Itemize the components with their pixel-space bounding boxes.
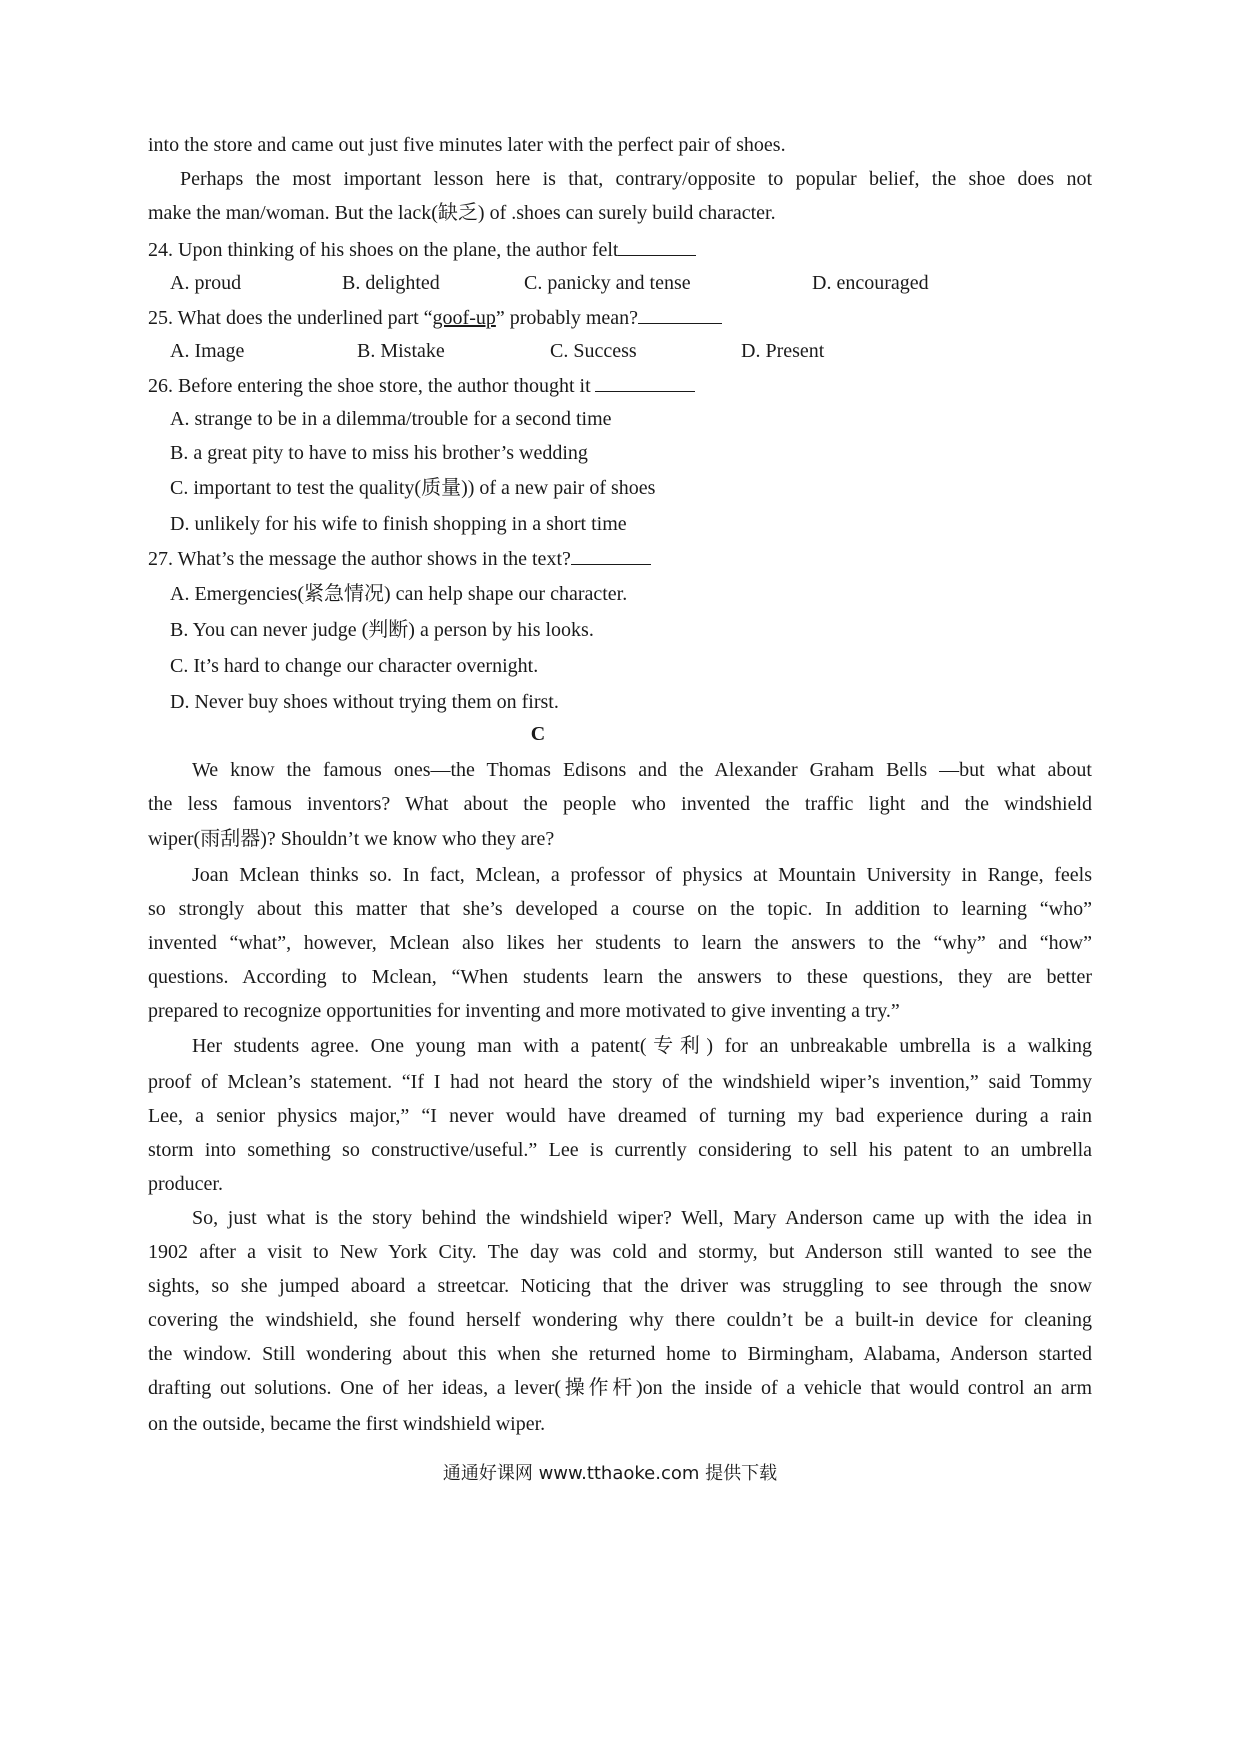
answer-blank <box>638 303 722 324</box>
passage-line: wiper(雨刮器)? Shouldn’t we know who they are? <box>148 828 555 850</box>
passage-line: proof of Mclean’s statement. “If I had not heard the story of the windshield wiper’s invention,” said Tommy <box>148 1071 1092 1093</box>
question-27-stem <box>148 544 1092 573</box>
option-b: B. Mistake <box>357 340 445 362</box>
option-a: A. strange to be in a dilemma/trouble for a second time <box>170 408 612 430</box>
option-a: A. Emergencies(紧急情况) can help shape our character. <box>170 583 628 605</box>
option-b: B. delighted <box>342 272 440 294</box>
underlined-term: goof-up <box>432 307 496 329</box>
passage-line: the less famous inventors? What about the people who invented the traffic light and the windshield <box>148 793 1092 815</box>
option-b: B. You can never judge (判断) a person by his looks. <box>170 619 594 641</box>
passage-line: We know the famous ones—the Thomas Edisons and the Alexander Graham Bells —but what about <box>192 759 1092 781</box>
passage-line: invented “what”, however, Mclean also likes her students to learn the answers to the “why” and “how” <box>148 932 1092 954</box>
passage-line: sights, so she jumped aboard a streetcar. Noticing that the driver was struggling to see through the snow <box>148 1275 1092 1297</box>
question-text: 25. What does the underlined part “ <box>148 307 433 329</box>
page-footer: 通通好课网 www.tthaoke.com 提供下载 <box>442 1463 778 1484</box>
passage-line: prepared to recognize opportunities for inventing and more motivated to give inventing a try.” <box>148 1000 900 1022</box>
answer-blank <box>618 235 696 256</box>
answer-blank <box>595 371 695 392</box>
section-heading: C <box>530 723 546 745</box>
passage-line: drafting out solutions. One of her ideas, a lever(操作杆)on the inside of a vehicle that would control an arm <box>148 1377 1092 1399</box>
option-c: C. panicky and tense <box>524 272 691 294</box>
question-24-stem <box>148 235 1092 264</box>
passage-line: make the man/woman. But the lack(缺乏) of .shoes can surely build character. <box>148 202 776 224</box>
option-d: D. encouraged <box>812 272 929 294</box>
question-text: 26. Before entering the shoe store, the author thought it <box>148 375 591 397</box>
option-d: D. Present <box>741 340 825 362</box>
option-a: A. proud <box>170 272 242 294</box>
passage-line: 1902 after a visit to New York City. The day was cold and stormy, but Anderson still wanted to see the <box>148 1241 1092 1263</box>
passage-line: So, just what is the story behind the windshield wiper? Well, Mary Anderson came up with the idea in <box>192 1207 1092 1229</box>
option-d: D. unlikely for his wife to finish shopping in a short time <box>170 513 627 535</box>
passage-line: covering the windshield, she found herself wondering why there couldn’t be a built-in device for cleaning <box>148 1309 1092 1331</box>
passage-line: into the store and came out just five minutes later with the perfect pair of shoes. <box>148 134 786 156</box>
option-c: C. It’s hard to change our character overnight. <box>170 655 539 677</box>
question-25-stem <box>148 303 1092 332</box>
passage-line: questions. According to Mclean, “When students learn the answers to these questions, they are better <box>148 966 1092 988</box>
passage-line: Lee, a senior physics major,” “I never would have dreamed of turning my bad experience during a rain <box>148 1105 1092 1127</box>
passage-line: Perhaps the most important lesson here is that, contrary/opposite to popular belief, the shoe does not <box>180 168 1092 190</box>
passage-line: storm into something so constructive/useful.” Lee is currently considering to sell his patent to an umbrella <box>148 1139 1092 1161</box>
option-c: C. Success <box>550 340 637 362</box>
passage-line: Joan Mclean thinks so. In fact, Mclean, a professor of physics at Mountain University in Range, feels <box>192 864 1092 886</box>
option-b: B. a great pity to have to miss his brother’s wedding <box>170 442 588 464</box>
passage-line: the window. Still wondering about this when she returned home to Birmingham, Alabama, Anderson started <box>148 1343 1092 1365</box>
passage-line: so strongly about this matter that she’s developed a course on the topic. In addition to learning “who” <box>148 898 1092 920</box>
question-text: ” probably mean? <box>495 307 639 329</box>
question-26-stem <box>148 371 1092 400</box>
option-a: A. Image <box>170 340 245 362</box>
passage-line: on the outside, became the first windshield wiper. <box>148 1413 546 1435</box>
question-text: 24. Upon thinking of his shoes on the plane, the author felt <box>148 239 619 261</box>
answer-blank <box>571 544 651 565</box>
option-c: C. important to test the quality(质量)) of a new pair of shoes <box>170 477 656 499</box>
option-d: D. Never buy shoes without trying them on first. <box>170 691 559 713</box>
passage-line: producer. <box>148 1173 223 1195</box>
question-text: 27. What’s the message the author shows in the text? <box>148 548 571 570</box>
passage-line: Her students agree. One young man with a patent(专利) for an unbreakable umbrella is a walking <box>192 1035 1092 1057</box>
